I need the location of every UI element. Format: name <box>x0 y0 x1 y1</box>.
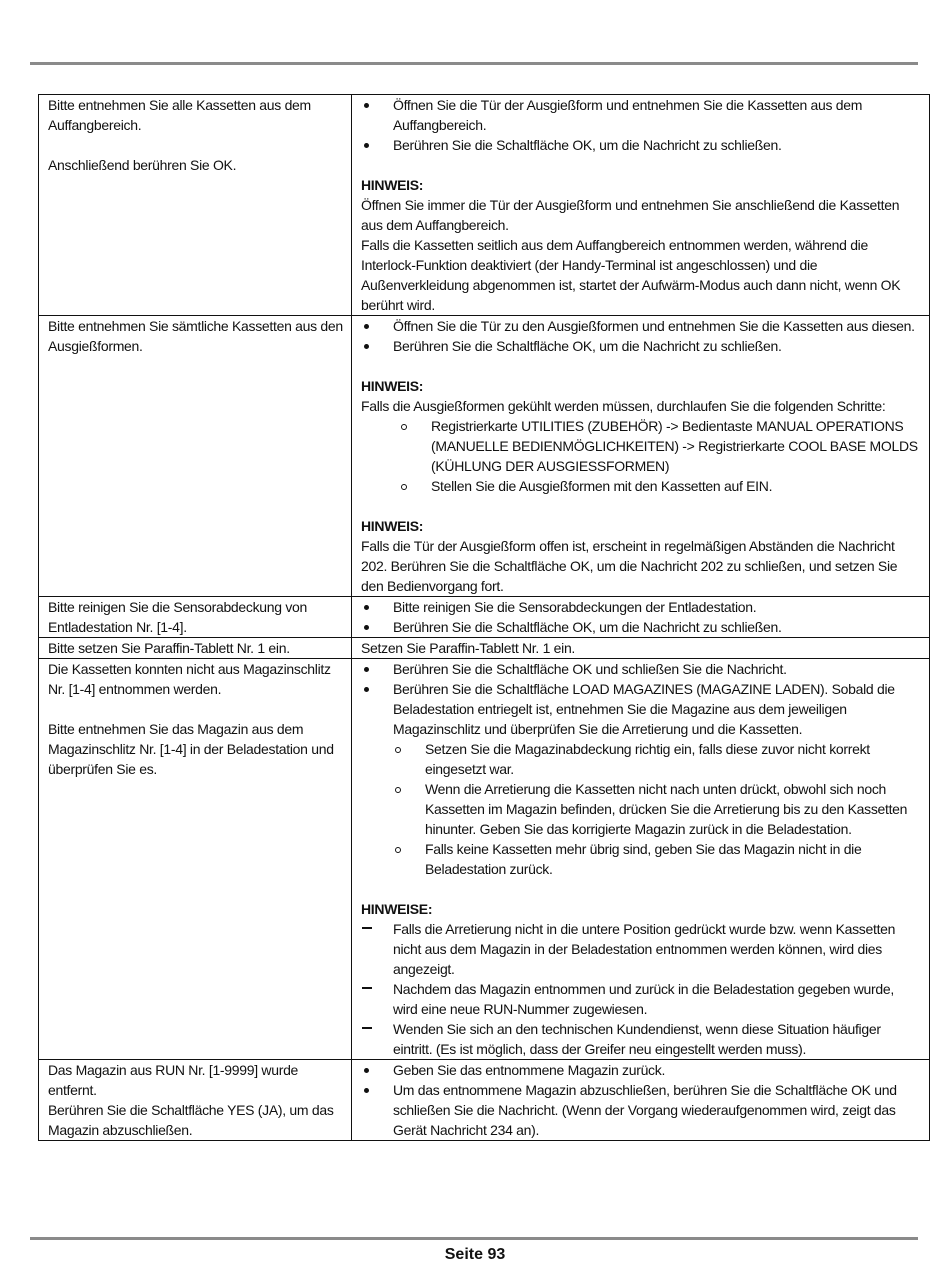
sub-list <box>361 739 921 879</box>
list-item: Falls keine Kassetten mehr übrig sind, geben Sie das Magazin nicht in die Beladestation zurück. <box>361 839 921 879</box>
list-item: Stellen Sie die Ausgießformen mit den Kassetten auf EIN. <box>361 476 921 496</box>
message-text: Bitte entnehmen Sie alle Kassetten aus dem Auffangbereich. <box>48 97 311 133</box>
message-text: Bitte entnehmen Sie sämtliche Kassetten aus den Ausgießformen. <box>48 318 343 354</box>
message-text: Die Kassetten konnten nicht aus Magazinschlitz Nr. [1-4] entnommen werden. <box>48 661 331 697</box>
list-item: Geben Sie das entnommene Magazin zurück. <box>361 1060 921 1080</box>
list-item: Öffnen Sie die Tür der Ausgießform und entnehmen Sie die Kassetten aus dem Auffangbereich. <box>361 95 921 135</box>
note-list <box>361 919 921 1059</box>
note-heading: HINWEIS: <box>361 378 424 394</box>
header-rule <box>30 62 918 65</box>
action-cell <box>352 597 930 638</box>
list-item: Berühren Sie die Schaltfläche LOAD MAGAZINES (MAGAZINE LADEN). Sobald die Beladestation entriegelt ist, entnehmen Sie die Magazine aus dem jeweiligen Magazinschlitz und überprüfen Sie die Arretierung und die Kassetten. <box>361 679 921 739</box>
table-row <box>39 597 930 638</box>
table-row <box>39 95 930 316</box>
message-text: Bitte setzen Sie Paraffin-Tablett Nr. 1 ein. <box>48 640 290 656</box>
step-list <box>361 416 921 496</box>
message-cell <box>39 95 352 316</box>
message-text: Das Magazin aus RUN Nr. [1-9999] wurde entfernt. <box>48 1062 299 1098</box>
list-item: Öffnen Sie die Tür zu den Ausgießformen und entnehmen Sie die Kassetten aus diesen. <box>361 316 921 336</box>
table-row <box>39 659 930 1060</box>
list-item: Berühren Sie die Schaltfläche OK, um die Nachricht zu schließen. <box>361 336 921 356</box>
note-heading: HINWEIS: <box>361 177 424 193</box>
message-text: Bitte reinigen Sie die Sensorabdeckung von Entladestation Nr. [1-4]. <box>48 599 308 635</box>
note-text: Öffnen Sie immer die Tür der Ausgießform und entnehmen Sie anschließend die Kassetten aus dem Auffangbereich. <box>361 197 900 233</box>
list-item: Registrierkarte UTILITIES (ZUBEHÖR) -> Bedientaste MANUAL OPERATIONS (MANUELLE BEDIENMÖGLICHKEITEN) -> Registrierkarte COOL BASE MOLDS (KÜHLUNG DER AUSGIESSFORMEN) <box>361 416 921 476</box>
list-item: Um das entnommene Magazin abzuschließen, berühren Sie die Schaltfläche OK und schließen Sie die Nachricht. (Wenn der Vorgang wiederaufgenommen wird, zeigt das Gerät Nachricht 234 an). <box>361 1080 921 1140</box>
message-table <box>38 94 930 1141</box>
list-item: Wenden Sie sich an den technischen Kundendienst, wenn diese Situation häufiger eintritt. (Es ist möglich, dass der Greifer neu eingestellt werden muss). <box>361 1019 921 1059</box>
message-text: Anschließend berühren Sie OK. <box>48 157 237 173</box>
note-text: Falls die Tür der Ausgießform offen ist, erscheint in regelmäßigen Abständen die Nachricht 202. Berühren Sie die Schaltfläche OK, um die Nachricht 202 zu schließen, und setzen Sie den Bedienvorgang fort. <box>361 538 898 594</box>
note-text: Falls die Ausgießformen gekühlt werden müssen, durchlaufen Sie die folgenden Schritte: <box>361 398 886 414</box>
note-text: Falls die Kassetten seitlich aus dem Auffangbereich entnommen werden, während die Interlock-Funktion deaktiviert (der Handy-Terminal ist angeschlossen) und die Außenverkleidung abgenommen ist, startet der Aufwärm-Modus auch dann nicht, wenn OK berührt wird. <box>361 237 901 313</box>
action-list <box>361 1060 921 1140</box>
table-row <box>39 316 930 597</box>
message-cell <box>39 1060 352 1141</box>
list-item: Berühren Sie die Schaltfläche OK, um die Nachricht zu schließen. <box>361 617 921 637</box>
action-list <box>361 597 921 637</box>
message-cell <box>39 597 352 638</box>
list-item: Setzen Sie die Magazinabdeckung richtig ein, falls diese zuvor nicht korrekt eingesetzt war. <box>361 739 921 779</box>
list-item: Berühren Sie die Schaltfläche OK, um die Nachricht zu schließen. <box>361 135 921 155</box>
page-number: Seite 93 <box>444 1246 506 1263</box>
footer-rule <box>30 1237 918 1240</box>
action-cell <box>352 659 930 1060</box>
list-item: Bitte reinigen Sie die Sensorabdeckungen der Entladestation. <box>361 597 921 617</box>
list-item: Falls die Arretierung nicht in die untere Position gedrückt wurde bzw. wenn Kassetten nicht aus dem Magazin in der Beladestation entnommen werden können, wird dies angezeigt. <box>361 919 921 979</box>
note-heading: HINWEIS: <box>361 518 424 534</box>
message-cell <box>39 316 352 597</box>
action-cell <box>352 95 930 316</box>
action-cell <box>352 316 930 597</box>
message-text: Berühren Sie die Schaltfläche YES (JA), um das Magazin abzuschließen. <box>48 1102 334 1138</box>
list-item: Berühren Sie die Schaltfläche OK und schließen Sie die Nachricht. <box>361 659 921 679</box>
action-list <box>361 95 921 155</box>
action-cell <box>352 638 930 659</box>
message-cell <box>39 659 352 1060</box>
action-list <box>361 659 921 739</box>
message-cell <box>39 638 352 659</box>
message-text: Bitte entnehmen Sie das Magazin aus dem Magazinschlitz Nr. [1-4] in der Beladestation und überprüfen Sie es. <box>48 721 334 777</box>
table-row <box>39 638 930 659</box>
table-row <box>39 1060 930 1141</box>
list-item: Nachdem das Magazin entnommen und zurück in die Beladestation gegeben wurde, wird eine neue RUN-Nummer zugewiesen. <box>361 979 921 1019</box>
note-heading: HINWEISE: <box>361 901 433 917</box>
action-cell <box>352 1060 930 1141</box>
action-text: Setzen Sie Paraffin-Tablett Nr. 1 ein. <box>361 640 576 656</box>
action-list <box>361 316 921 356</box>
list-item: Wenn die Arretierung die Kassetten nicht nach unten drückt, obwohl sich noch Kassetten im Magazin befinden, drücken Sie die Arretierung bis zu den Kassetten hinunter. Geben Sie das korrigierte Magazin zurück in die Beladestation. <box>361 779 921 839</box>
